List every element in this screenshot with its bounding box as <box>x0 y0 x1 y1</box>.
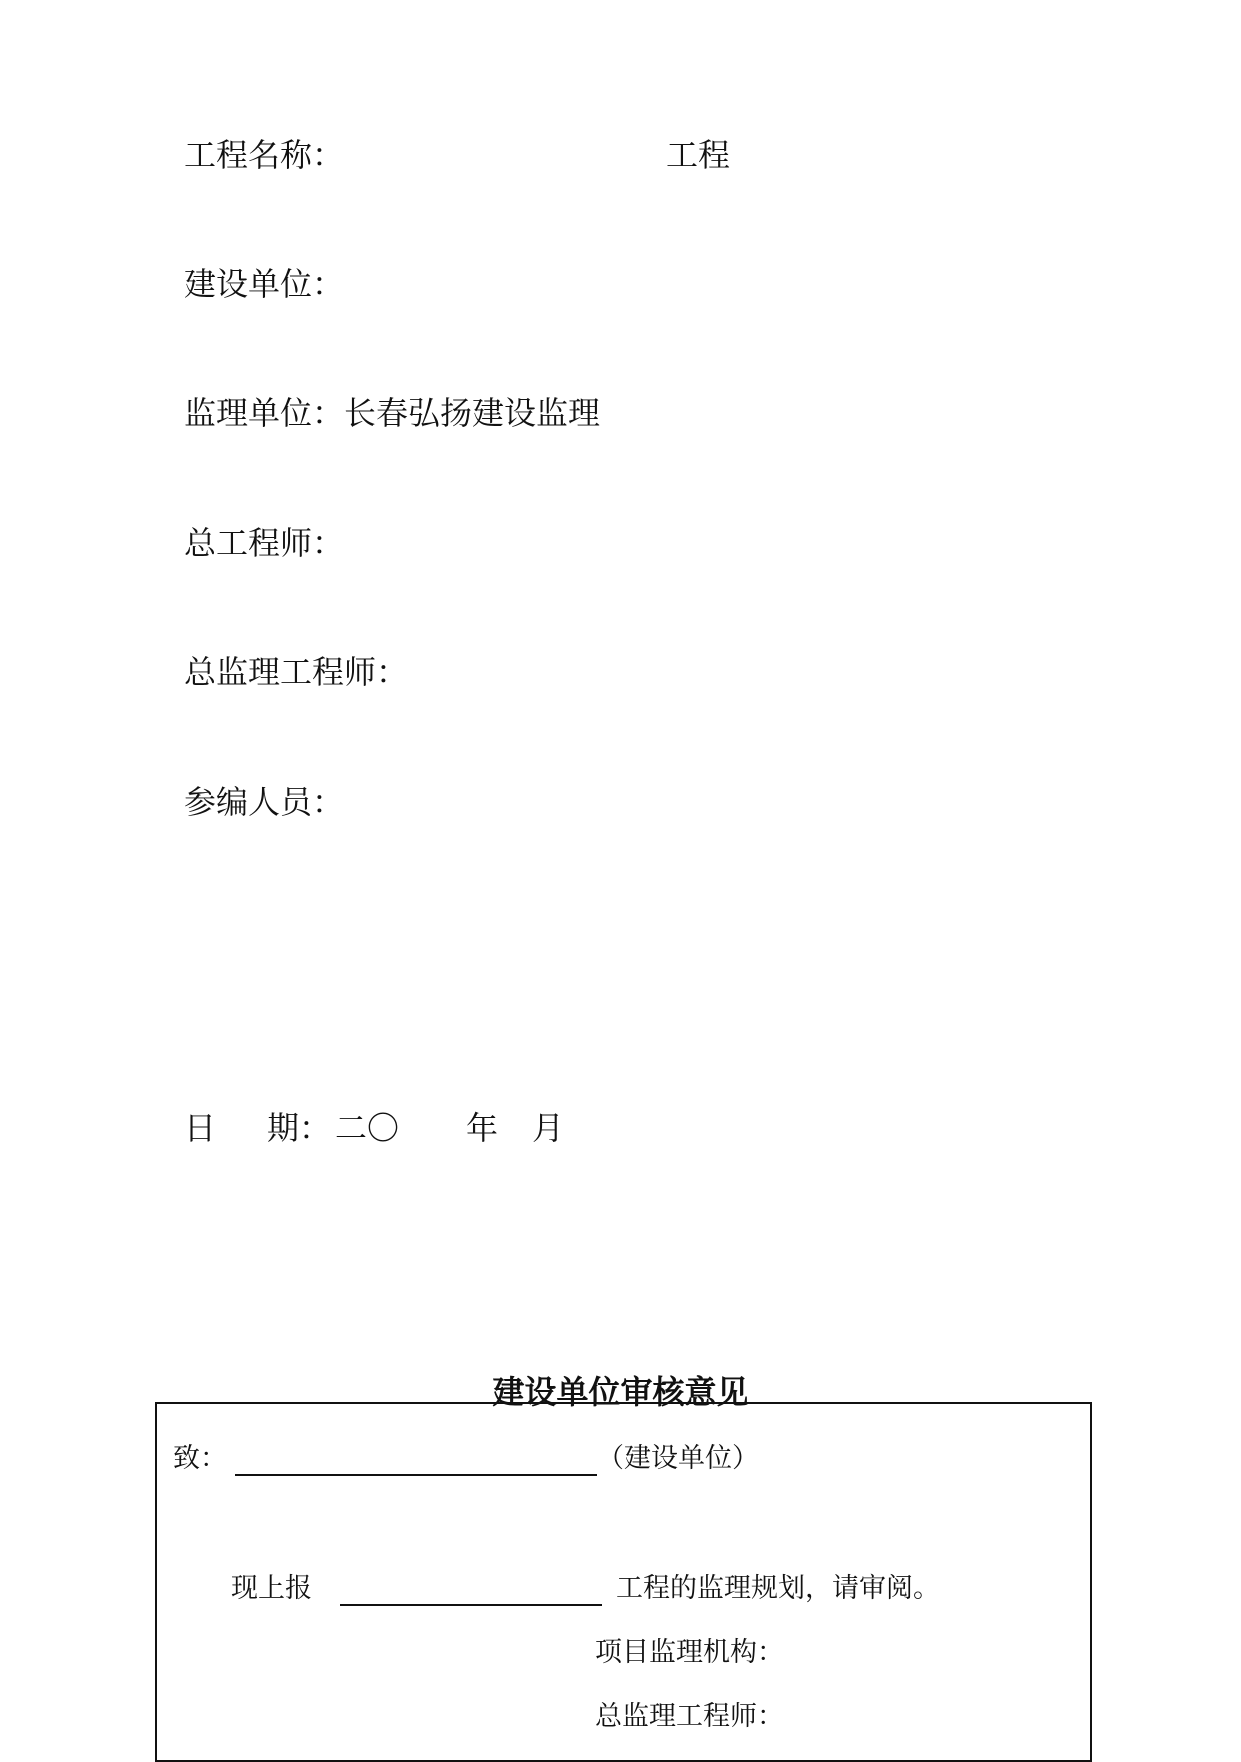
report-prefix: 现上报 <box>231 1573 312 1604</box>
review-form-box <box>155 1402 1092 1762</box>
chief-label: 总监理工程师： <box>595 1701 784 1732</box>
date-year-prefix: 二〇 <box>335 1109 400 1147</box>
chief-row <box>595 1700 784 1734</box>
chief-engineer-label: 总工程师： <box>184 524 345 562</box>
client-label: 建设单位： <box>184 265 345 303</box>
client-row <box>184 264 344 304</box>
report-row <box>231 1572 940 1606</box>
org-label: 项目监理机构： <box>595 1637 784 1668</box>
chief-engineer-row <box>184 523 344 563</box>
project-name-row <box>184 135 731 175</box>
review-title: 建设单位审核意见 <box>492 1373 749 1411</box>
to-row <box>173 1442 759 1476</box>
date-month-unit: 月 <box>532 1109 565 1147</box>
to-suffix: （建设单位） <box>597 1443 759 1474</box>
report-suffix: 工程的监理规划，请审阅。 <box>616 1573 940 1604</box>
chief-supervising-engineer-row <box>184 652 408 692</box>
chief-supervising-engineer-label: 总监理工程师： <box>184 653 409 691</box>
compilers-row <box>184 782 344 822</box>
date-year-unit: 年 <box>466 1109 499 1147</box>
supervisor-row <box>184 393 600 433</box>
to-label: 致： <box>173 1443 227 1474</box>
date-label-1: 日 <box>184 1109 217 1147</box>
project-name-blank[interactable] <box>340 1574 602 1606</box>
supervisor-label: 监理单位： <box>184 394 345 432</box>
date-label-2: 期： <box>267 1109 332 1147</box>
compilers-label: 参编人员： <box>184 783 345 821</box>
org-row <box>595 1636 784 1670</box>
date-row <box>184 1108 564 1148</box>
project-name-label: 工程名称： <box>184 136 345 174</box>
client-name-blank[interactable] <box>235 1444 597 1476</box>
supervisor-value: 长春弘扬建设监理 <box>344 394 601 432</box>
project-name-suffix: 工程 <box>666 136 731 174</box>
